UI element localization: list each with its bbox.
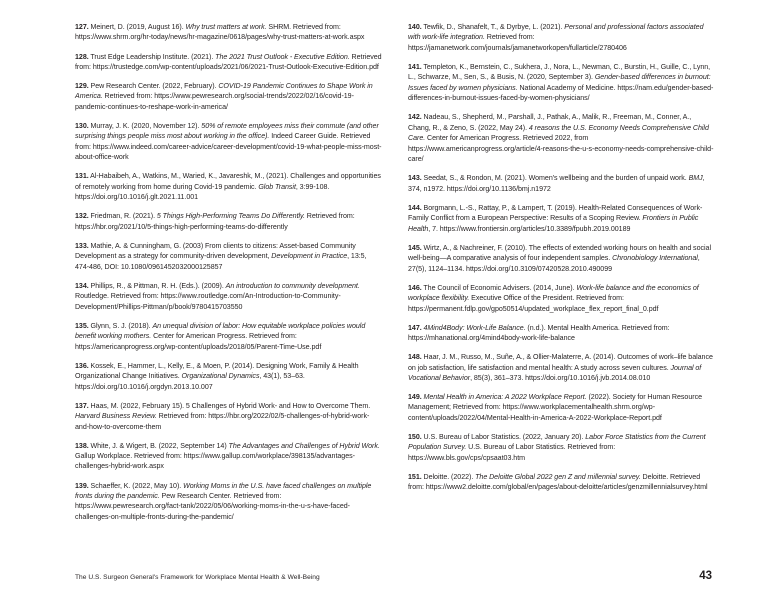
reference-title-italic: Working Moms in the U.S. have faced challenges on multiple fronts during the pandemic. bbox=[75, 481, 372, 500]
reference-text: Murray, J. K. (2020, November 12). bbox=[88, 121, 202, 130]
reference-number: 140. bbox=[408, 23, 422, 31]
reference-text: Mathie, A. & Cunningham, G. (2003) From clients to citizens: Asset-based Community Development as a strategy for community-driven development, bbox=[75, 241, 356, 261]
reference-entry bbox=[408, 203, 715, 234]
reference-text: , 374, n1972. https://doi.org/10.1136/bmj.n1972 bbox=[408, 174, 705, 193]
reference-text: , 13:5, 474-486, DOI: 10.1080/0961452032000125857 bbox=[75, 252, 367, 271]
footer-document-title: The U.S. Surgeon General's Framework for Workplace Mental Health & Well-Being bbox=[75, 574, 320, 581]
reference-entry bbox=[75, 52, 382, 73]
reference-number: 148. bbox=[408, 353, 422, 362]
reference-title-italic: Journal of Vocational Behavior bbox=[408, 363, 702, 382]
reference-text: Pew Research Center. (2022, February). bbox=[88, 82, 219, 90]
reference-text: , 7. https://www.frontiersin.org/articles/10.3389/fpubh.2019.00189 bbox=[428, 224, 631, 233]
reference-number: 134. bbox=[75, 281, 89, 290]
page-footer bbox=[75, 572, 712, 582]
reference-title-italic: Glob Transit bbox=[258, 182, 296, 191]
reference-number: 143. bbox=[408, 174, 422, 183]
reference-number: 149. bbox=[408, 393, 422, 402]
reference-number: 136. bbox=[75, 361, 89, 370]
reference-number: 138. bbox=[75, 441, 89, 450]
reference-text: Trust Edge Leadership Institute. (2021). bbox=[88, 52, 216, 61]
reference-text: Retrieved from: https://www.pewresearch.org/social-trends/2022/02/16/covid-19-pandemic-continues-to-reshape-work-in-america/ bbox=[75, 92, 354, 111]
reference-entry bbox=[408, 352, 715, 383]
reference-entry bbox=[75, 281, 382, 312]
reference-column-right bbox=[408, 22, 715, 493]
reference-text: U.S. Bureau of Labor Statistics. (2022, January 20). bbox=[421, 432, 586, 441]
reference-text: Deloitte. Retrieved from: https://www2.deloitte.com/global/en/pages/about-deloitte/articles/genzmillennialsurvey.html bbox=[408, 472, 708, 492]
reference-title-italic: 4 reasons the U.S. Economy Needs Comprehensive Child Care. bbox=[408, 123, 709, 143]
reference-entry bbox=[408, 432, 715, 463]
reference-entry bbox=[408, 323, 715, 344]
reference-text: Executive Office of the President. Retrieved from: https://permanent.fdlp.gov/gpo50514/updated_workplace_flex_report_final_0.pdf bbox=[408, 294, 659, 313]
reference-number: 145. bbox=[408, 243, 422, 252]
reference-title-italic: Labor Force Statistics from the Current Population Survey. bbox=[408, 432, 706, 452]
reference-entry bbox=[408, 173, 715, 194]
reference-title-italic: Frontiers in Public Health bbox=[408, 214, 699, 233]
reference-title-italic: The 2021 Trust Outlook - Executive Edition. bbox=[215, 52, 350, 61]
reference-number: 132. bbox=[75, 212, 89, 221]
reference-entry bbox=[408, 112, 715, 164]
reference-title-italic: Chronobiology International bbox=[612, 254, 698, 263]
reference-title-italic: Organizational Dynamics bbox=[181, 372, 260, 381]
reference-columns bbox=[75, 22, 712, 522]
reference-text: Seedat, S., & Rondon, M. (2021). Women's wellbeing and the burden of unpaid work. bbox=[421, 174, 689, 183]
reference-title-italic: BMJ bbox=[688, 174, 703, 183]
reference-text: Deloitte. (2022). bbox=[421, 472, 476, 481]
reference-text: Templeton, K., Bernstein, C., Sukhera, J., Nora, L., Newman, C., Burstin, H., Guille, C., Lynn, L., Schwarze, M., Sen, S., & Busis, N. (2020, September 3). bbox=[408, 62, 711, 82]
reference-entry bbox=[75, 441, 382, 472]
reference-title-italic: Why trust matters at work. bbox=[185, 23, 267, 31]
reference-number: 151. bbox=[408, 472, 422, 481]
reference-entry bbox=[408, 62, 715, 104]
reference-text: Center for American Progress. Retrieved 2022, from https://www.americanprogress.org/article/4-reasons-the-u-s-economy-needs-comprehensive-child-care/ bbox=[408, 134, 714, 164]
reference-text: (2022). Society for Human Resource Management; Retrieved from: https://www.workplacementalhealth.shrm.org/wp-content/uploads/2022/04/Mental-Health-in-America-A-2022-Workplace-Report.pdf bbox=[408, 393, 702, 422]
reference-text: Kossek, E., Hammer, L., Kelly, E., & Moen, P. (2014). Designing Work, Family & Health Organizational Change Initiatives. bbox=[75, 361, 359, 381]
reference-title-italic: Mental Health in America: A 2022 Workplace Report. bbox=[423, 393, 587, 402]
reference-number: 135. bbox=[75, 321, 89, 330]
reference-text: Phillips, R., & Pittman, R. H. (Eds.). (2009). bbox=[88, 281, 226, 290]
reference-number: 146. bbox=[408, 283, 422, 292]
reference-title-italic: The Deloitte Global 2022 gen Z and millennial survey. bbox=[475, 472, 641, 481]
reference-text: Tewfik, D., Shanafelt, T., & Dyrbye, L. (2021). bbox=[421, 23, 565, 31]
reference-number: 129. bbox=[75, 82, 89, 90]
reference-text: Indeed Career Guide. Retrieved from: https://www.indeed.com/career-advice/career-development/covid-19-what-people-miss-most-about-office-work bbox=[75, 132, 382, 162]
reference-title-italic: 4Mind4Body: Work-Life Balance. bbox=[423, 323, 526, 332]
reference-text: Nadeau, S., Shepherd, M., Parshall, J., Pathak, A., Malik, R., Freeman, M., Conner, A., Chang, R., & Zeno, S. (2022, May 24). bbox=[408, 113, 692, 132]
reference-text: Meinert, D. (2019, August 16). bbox=[88, 23, 186, 31]
reference-number: 133. bbox=[75, 241, 89, 250]
reference-entry bbox=[75, 211, 382, 232]
reference-number: 147. bbox=[408, 323, 422, 332]
reference-text: Friedman, R. (2021). bbox=[88, 212, 157, 221]
reference-entry bbox=[408, 392, 715, 423]
reference-text: , 85(3), 361–373. https://doi.org/10.1016/j.jvb.2014.08.010 bbox=[470, 373, 651, 382]
footer-page-number: 43 bbox=[699, 570, 712, 582]
reference-text: Haar, J. M., Russo, M., Suñe, A., & Ollier-Malaterre, A. (2014). Outcomes of work–life balance on job satisfaction, life satisfaction and mental health: A study across seven cultures. bbox=[408, 353, 713, 372]
reference-text: U.S. Bureau of Labor Statistics. Retrieved from: https://www.bls.gov/cps/cpsaat03.htm bbox=[408, 443, 616, 462]
reference-text: National Academy of Medicine. https://nam.edu/gender-based-differences-in-burnout-issues-faced-by-women-physicians/ bbox=[408, 83, 714, 103]
reference-title-italic: Work-life balance and the economics of workplace flexibility. bbox=[408, 283, 699, 303]
reference-text: Gallup Workplace. Retrieved from: https://www.gallup.com/workplace/398135/advantages-challenges-hybrid-work.aspx bbox=[75, 452, 355, 471]
reference-column-left bbox=[75, 22, 382, 522]
reference-entry bbox=[408, 472, 715, 493]
reference-text: Schaeffer, K. (2022, May 10). bbox=[88, 481, 184, 490]
reference-number: 131. bbox=[75, 172, 89, 181]
reference-text: Routledge. Retrieved from: https://www.routledge.com/An-Introduction-to-Community-Development/Phillips-Pittman/p/book/9780415703550 bbox=[75, 292, 341, 311]
reference-entry bbox=[75, 121, 382, 163]
reference-text: , 3:99-108. https://doi.org/10.1016/j.glt.2021.11.001 bbox=[75, 182, 330, 202]
reference-entry bbox=[75, 481, 382, 523]
reference-text: Wirtz, A., & Nachreiner, F. (2010). The effects of extended working hours on health and social well-being—A comparative analysis of four independent samples. bbox=[408, 243, 711, 263]
reference-number: 142. bbox=[408, 113, 422, 122]
reference-title-italic: Development in Practice bbox=[271, 252, 348, 261]
reference-text: Al-Habaibeh, A., Watkins, M., Waried, K., Javareshk, M., (2021). Challenges and opportunities of remotely working from home during Covid-19 pandemic. bbox=[75, 172, 381, 191]
reference-entry bbox=[408, 243, 715, 274]
reference-number: 130. bbox=[75, 121, 89, 130]
reference-text: Haas, M. (2022, February 15). 5 Challenges of Hybrid Work- and How to Overcome Them. bbox=[88, 401, 371, 410]
reference-text: (n.d.). Mental Health America. Retrieved from: https://mhanational.org/4mind4body-work-life-balance bbox=[408, 323, 670, 343]
reference-text: Glynn, S. J. (2018). bbox=[88, 321, 153, 330]
reference-title-italic: 50% of remote employees miss their commute (and other surprising things people miss most about working in the office). bbox=[75, 121, 379, 141]
reference-title-italic: Gender-based differences in burnout: Issues faced by women physicians. bbox=[408, 73, 711, 92]
reference-entry bbox=[75, 241, 382, 272]
reference-number: 144. bbox=[408, 203, 422, 212]
reference-text: The Council of Economic Advisers. (2014, June). bbox=[421, 283, 577, 292]
reference-number: 150. bbox=[408, 432, 422, 441]
reference-text: Retrieved from: https://hbr.org/2021/10/5-things-high-performing-teams-do-differently bbox=[75, 212, 355, 231]
reference-text: , 27(5), 1124–1134. https://doi.org/10.3109/07420528.2010.490099 bbox=[408, 254, 700, 273]
reference-entry bbox=[75, 81, 382, 112]
reference-entry bbox=[408, 22, 715, 53]
reference-title-italic: 5 Things High-Performing Teams Do Differently. bbox=[156, 212, 305, 221]
reference-text: Center for American Progress. Retrieved from: https://americanprogress.org/wp-content/uploads/2018/05/Parent-Time-Use.pdf bbox=[75, 332, 322, 351]
reference-title-italic: The Advantages and Challenges of Hybrid Work. bbox=[228, 441, 380, 450]
reference-text: Retrieved from: https://trustedge.com/wp-content/uploads/2021/06/2021-Trust-Outlook-Executive-Edition.pdf bbox=[75, 52, 382, 71]
reference-text: SHRM. Retrieved from: https://www.shrm.org/hr-today/news/hr-magazine/0618/pages/why-trust-matters-at-work.aspx bbox=[75, 23, 365, 42]
reference-entry bbox=[75, 321, 382, 352]
reference-title-italic: Personal and professional factors associated with work-life integration. bbox=[408, 23, 704, 42]
reference-text: Borgmann, L.-S., Rattay, P., & Lampert, T. (2019). Health-Related Consequences of Work-Family Conflict from a European Perspective: Results of a Scoping Review. bbox=[408, 203, 703, 223]
reference-title-italic: An introduction to community development. bbox=[225, 281, 360, 290]
reference-title-italic: An unequal division of labor: How equitable workplace policies would benefit working mothers. bbox=[75, 321, 366, 341]
reference-number: 128. bbox=[75, 52, 89, 61]
reference-text: Retrieved from: https://hbr.org/2022/02/5-challenges-of-hybrid-work-and-how-to-overcome-them bbox=[75, 412, 370, 431]
reference-entry bbox=[75, 361, 382, 392]
reference-entry bbox=[75, 22, 382, 43]
reference-number: 139. bbox=[75, 481, 89, 490]
reference-number: 127. bbox=[75, 23, 89, 31]
reference-entry bbox=[75, 401, 382, 432]
reference-text: Pew Research Center. Retrieved from: https://www.pewresearch.org/fact-tank/2022/05/06/working-moms-in-the-u-s-have-faced-challenges-on-multiple-fronts-during-the-pandemic/ bbox=[75, 491, 350, 521]
reference-text: Retrieved from: https://jamanetwork.com/journals/jamanetworkopen/fullarticle/2780406 bbox=[408, 33, 627, 52]
reference-entry bbox=[75, 171, 382, 202]
reference-text: , 43(1), 53–63. https://doi.org/10.1016/j.orgdyn.2013.10.007 bbox=[75, 372, 305, 391]
reference-number: 137. bbox=[75, 401, 89, 410]
reference-title-italic: COVID-19 Pandemic Continues to Shape Work in America. bbox=[75, 82, 373, 101]
reference-text: White, J. & Wigert, B. (2022, September 14) bbox=[88, 441, 229, 450]
reference-entry bbox=[408, 283, 715, 314]
reference-number: 141. bbox=[408, 62, 422, 71]
reference-title-italic: Harvard Business Review. bbox=[75, 412, 157, 421]
